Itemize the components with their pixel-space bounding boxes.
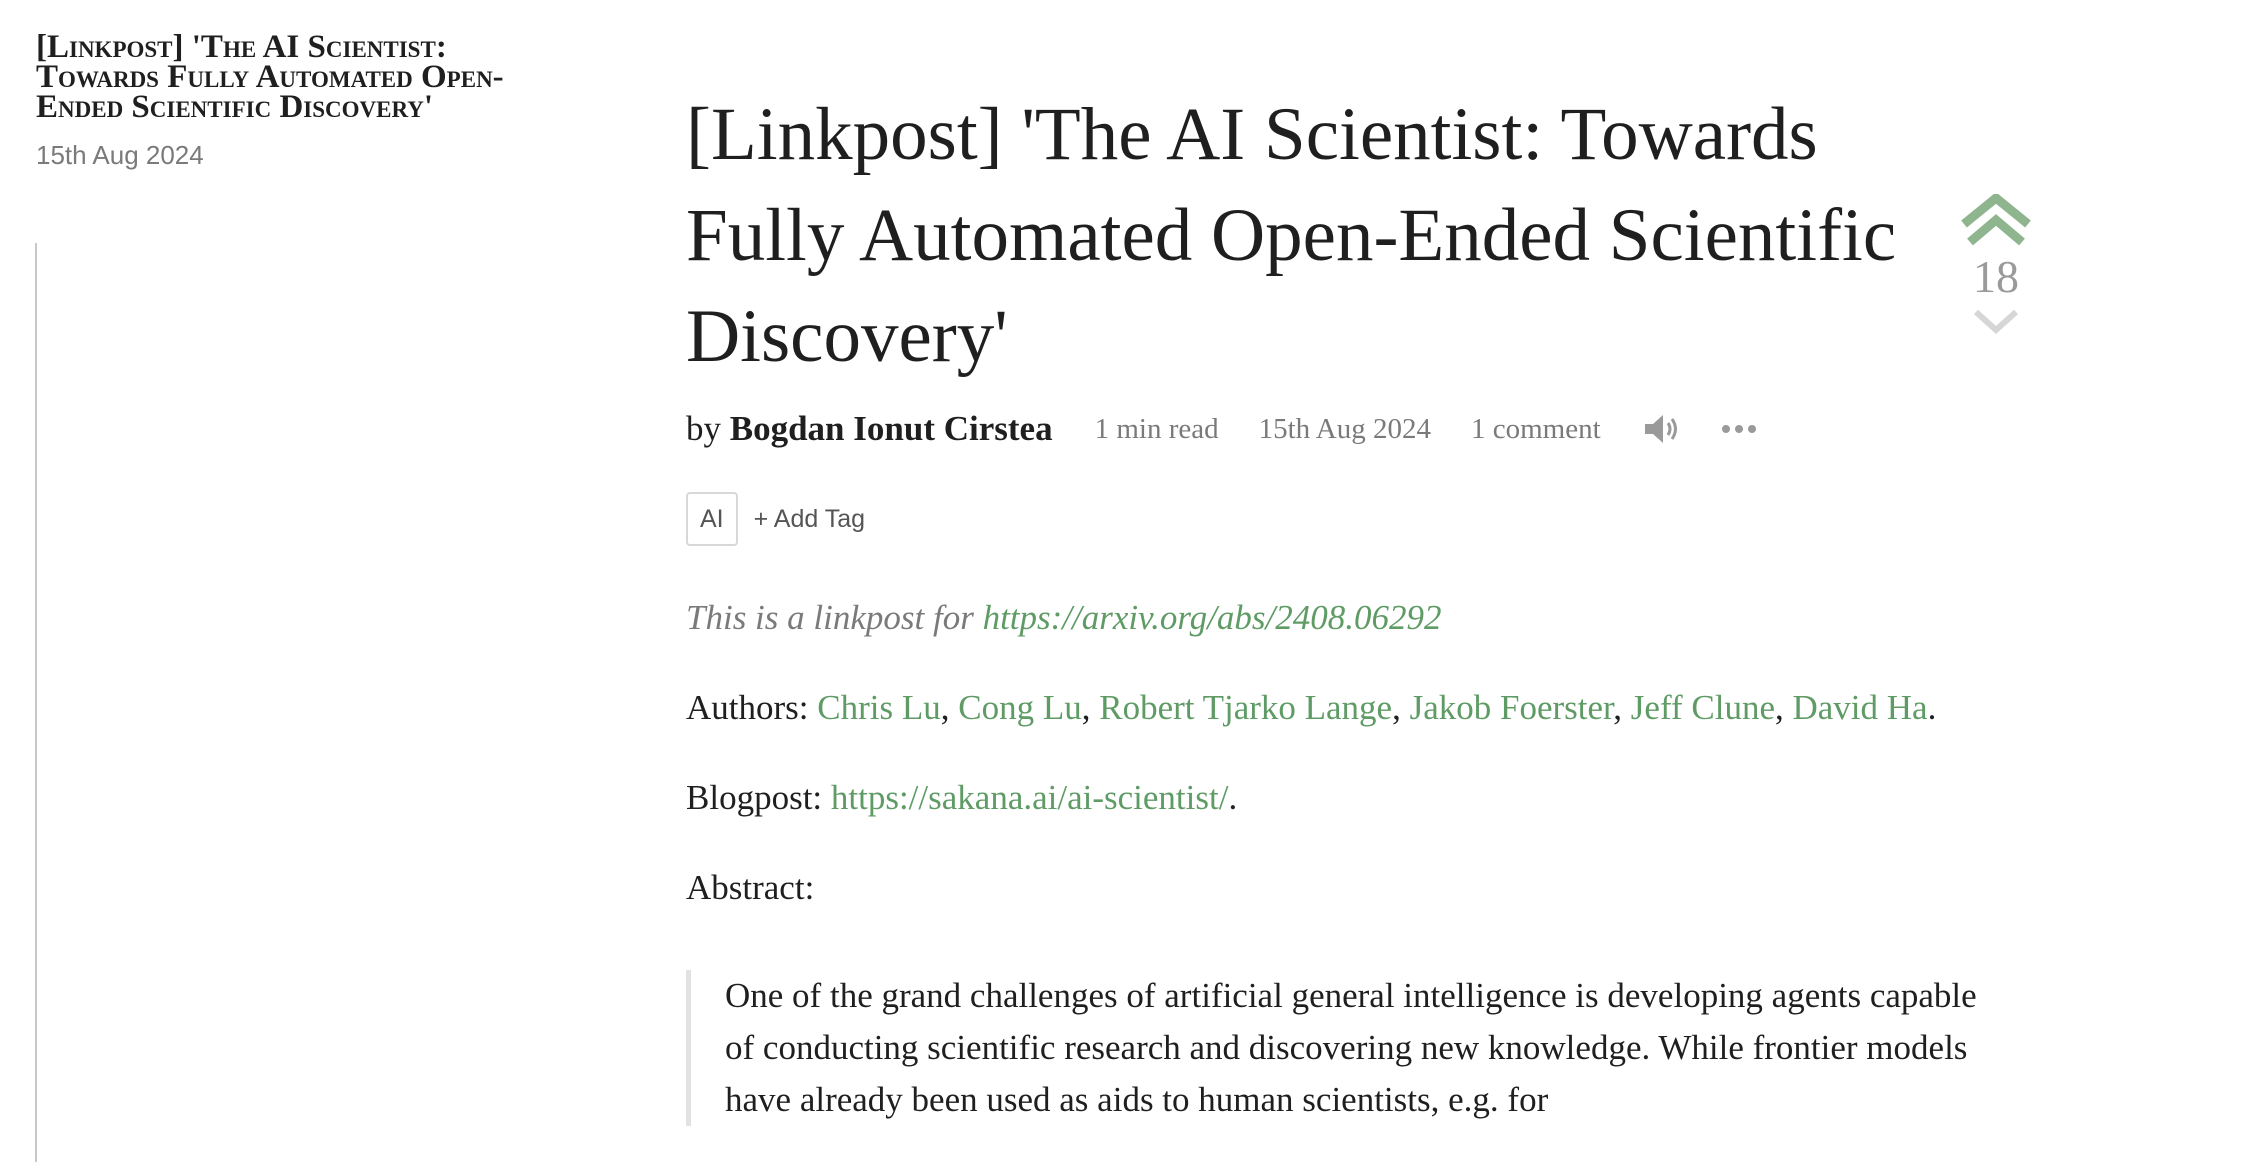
period: . <box>1927 688 1937 727</box>
byline-by: by <box>686 409 721 448</box>
post-date: 15th Aug 2024 <box>1258 412 1431 445</box>
separator: , <box>1081 688 1100 727</box>
abstract-text: One of the grand challenges of artificial general intelligence is developing agents capable of conducting scientific research and discovering new knowledge. While frontier models have already been used as aids to human scientists, e.g. for <box>725 976 1977 1119</box>
blogpost-url[interactable]: https://sakana.ai/ai-scientist/ <box>830 778 1229 817</box>
read-time: 1 min read <box>1094 412 1219 445</box>
blogpost-label: Blogpost: <box>686 778 831 817</box>
comments-link[interactable]: 1 comment <box>1471 412 1601 445</box>
blogpost-paragraph <box>686 774 2006 822</box>
linkpost-prefix: This is a linkpost for <box>686 598 983 637</box>
toc-date: 15th Aug 2024 <box>36 140 204 170</box>
abstract-quote <box>686 970 1985 1126</box>
table-of-contents <box>36 29 506 171</box>
vote-widget <box>1956 194 2036 336</box>
author-link-3[interactable]: Robert Tjarko Lange <box>1099 688 1393 727</box>
author-link-6[interactable]: David Ha <box>1792 688 1928 727</box>
speaker-icon[interactable] <box>1641 409 1681 449</box>
abstract-label: Abstract: <box>686 868 815 907</box>
post-body <box>686 594 2006 1126</box>
separator: , <box>940 688 959 727</box>
vote-score: 18 <box>1973 251 2019 302</box>
post-title: [Linkpost] 'The AI Scientist: Towards Fully Automated Open-Ended Scientific Discovery' <box>686 93 1897 378</box>
authors-paragraph <box>686 684 2006 732</box>
tag-ai[interactable]: AI <box>686 492 738 546</box>
linkpost-notice <box>686 594 2006 642</box>
linkpost-url[interactable]: https://arxiv.org/abs/2408.06292 <box>982 598 1442 637</box>
separator: , <box>1774 688 1793 727</box>
author-link-2[interactable]: Cong Lu <box>958 688 1082 727</box>
tag-list <box>686 492 2136 546</box>
post-meta <box>686 399 2136 459</box>
add-tag-button[interactable]: + Add Tag <box>753 504 866 533</box>
period: . <box>1228 778 1238 817</box>
byline <box>686 409 1053 449</box>
post <box>686 84 2136 1126</box>
vote-down-icon[interactable] <box>1972 306 2020 336</box>
author-link[interactable]: Bogdan Ionut Cirstea <box>729 409 1053 448</box>
separator: , <box>1613 688 1631 727</box>
separator: , <box>1392 688 1410 727</box>
more-options-icon[interactable] <box>1721 423 1757 435</box>
author-link-4[interactable]: Jakob Foerster <box>1409 688 1614 727</box>
toc-progress-rail <box>35 243 37 1162</box>
vote-up-icon[interactable] <box>1960 194 2032 246</box>
authors-label: Authors: <box>686 688 818 727</box>
author-link-1[interactable]: Chris Lu <box>817 688 941 727</box>
toc-title[interactable]: [Linkpost] 'The AI Scientist: Towards Fully Automated Open-Ended Scientific Discovery' <box>36 29 504 125</box>
author-link-5[interactable]: Jeff Clune <box>1630 688 1775 727</box>
